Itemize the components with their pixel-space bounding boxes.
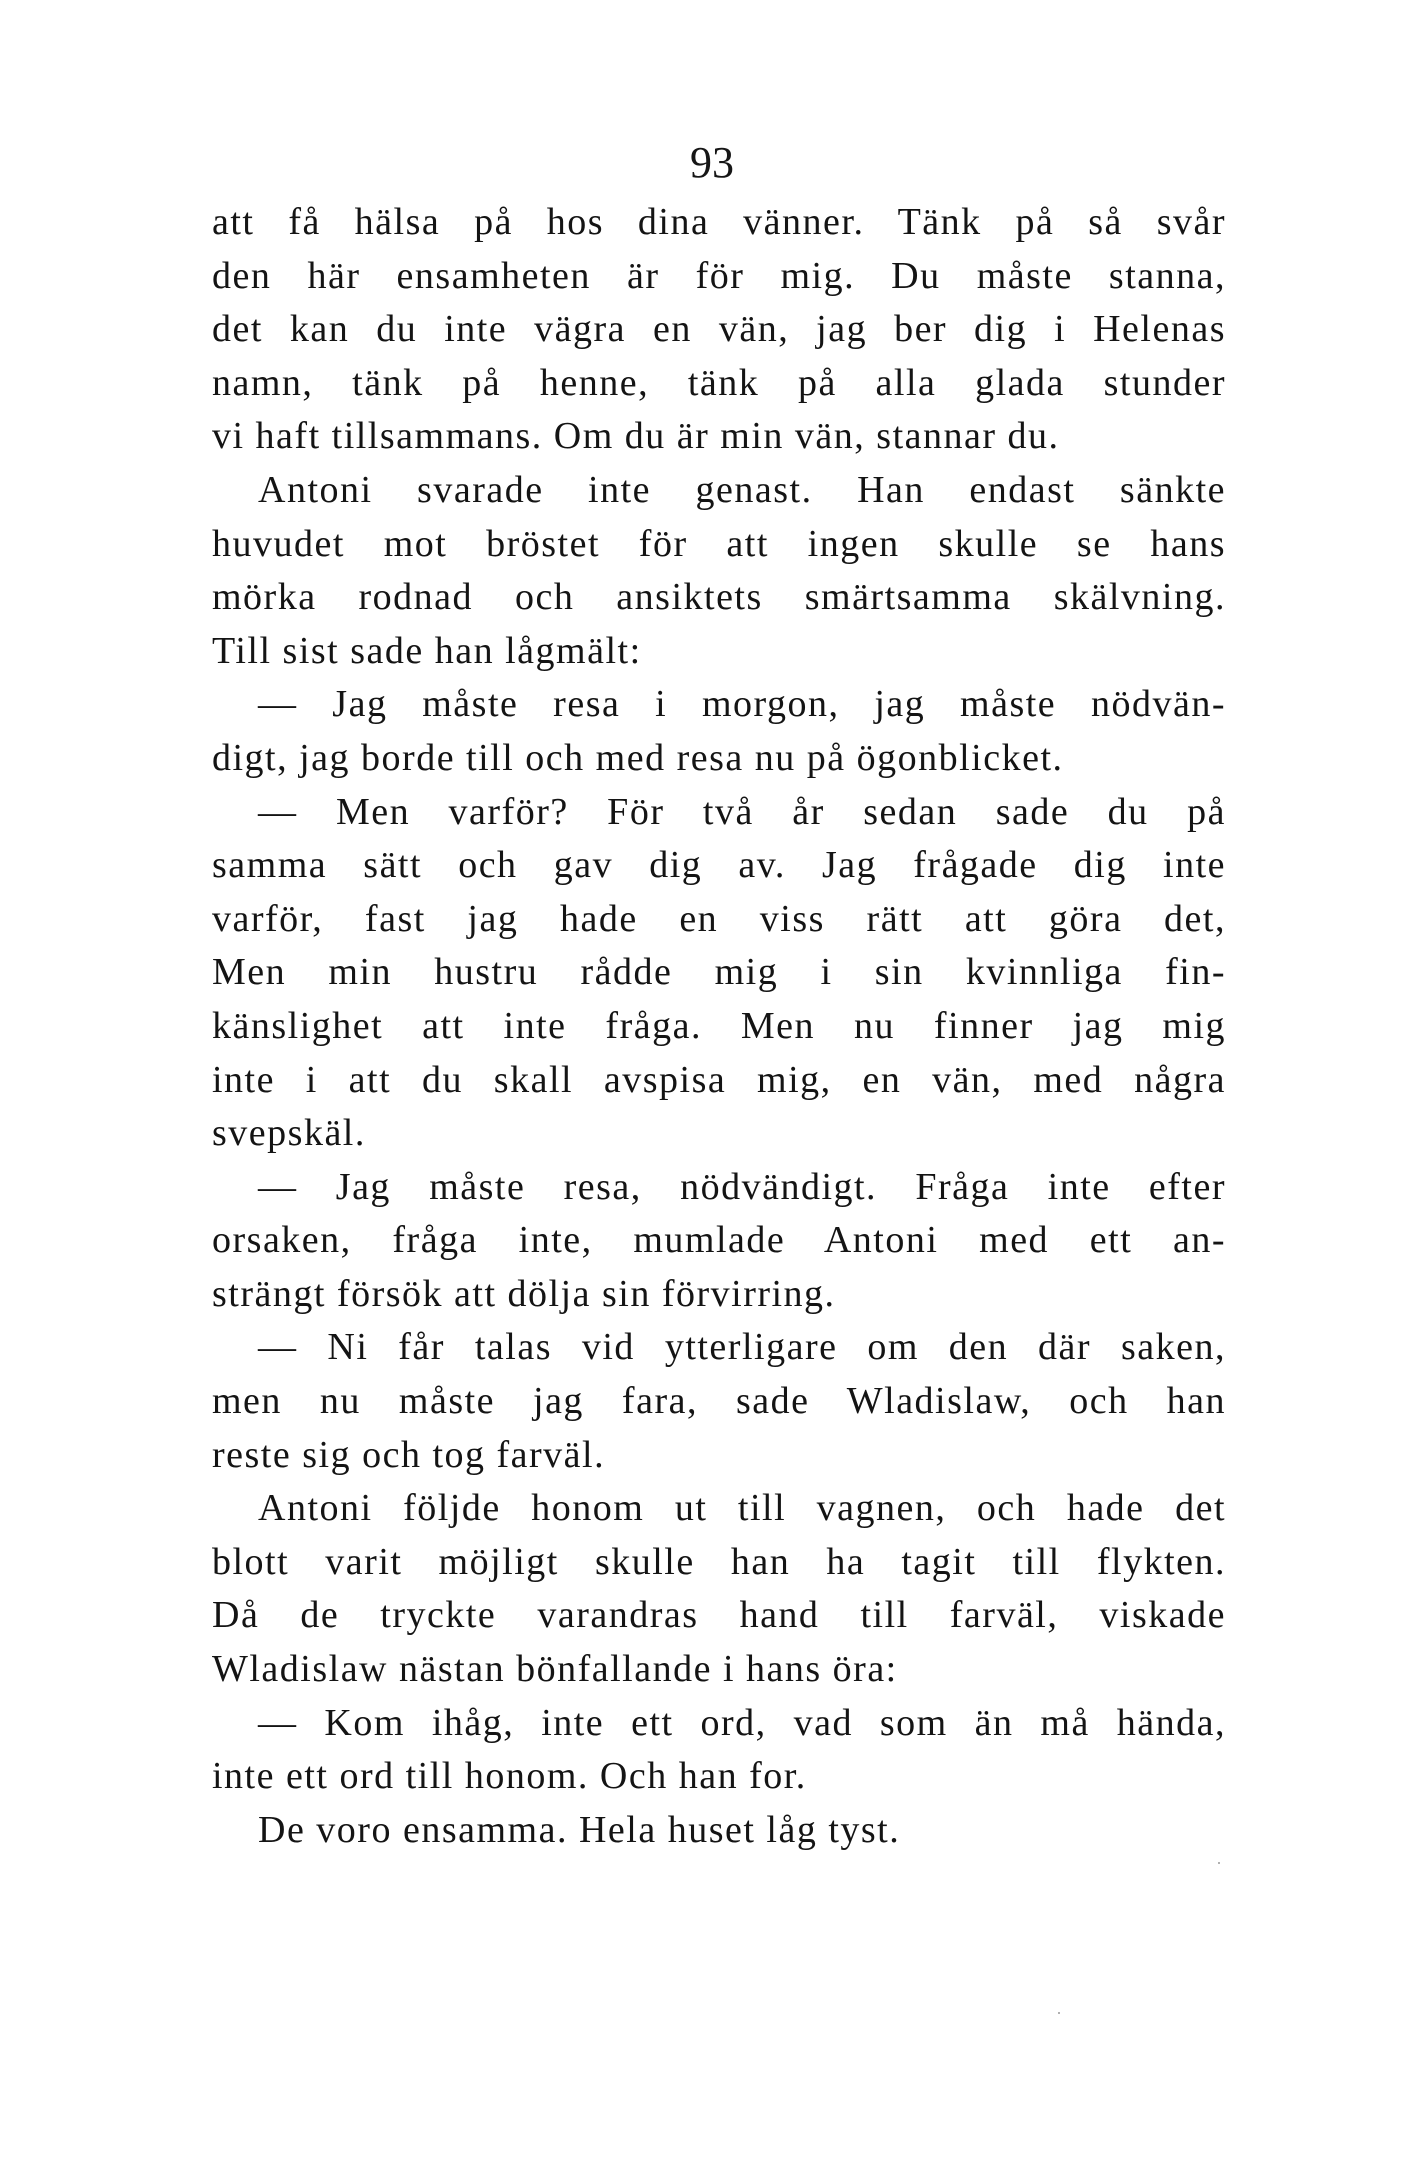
text-line: Till sist sade han lågmält: [212, 629, 642, 672]
text-line: känslighet att inte fråga. Men nu finner jag mig [212, 1004, 1226, 1047]
text-line: inte ett ord till honom. Och han for. [212, 1755, 807, 1798]
page-number: 93 [690, 138, 734, 187]
text-line: samma sätt och gav dig av. Jag frågade dig inte [212, 844, 1226, 887]
text-line: Antoni följde honom ut till vagnen, och hade det [258, 1487, 1226, 1530]
text-line: men nu måste jag fara, sade Wladislaw, och han [212, 1380, 1226, 1423]
text-line: — Ni får talas vid ytterligare om den där saken, [258, 1326, 1226, 1369]
text-line: reste sig och tog farväl. [212, 1433, 606, 1476]
text-line: att få hälsa på hos dina vänner. Tänk på så svår [212, 201, 1226, 243]
print-speck [1058, 2012, 1060, 2014]
print-speck [1218, 1862, 1220, 1864]
text-line: — Men varför? För två år sedan sade du på [258, 790, 1226, 833]
text-line: strängt försök att dölja sin förvirring. [212, 1272, 836, 1315]
text-line: orsaken, fråga inte, mumlade Antoni med ett an- [212, 1219, 1226, 1262]
body-text [212, 196, 1226, 1857]
text-line: inte i att du skall avspisa mig, en vän, med några [212, 1058, 1226, 1101]
text-line: blott varit möjligt skulle han ha tagit till flykten. [212, 1540, 1226, 1583]
text-line: — Kom ihåg, inte ett ord, vad som än må hända, [258, 1701, 1226, 1744]
text-line: Antoni svarade inte genast. Han endast sänkte [258, 468, 1226, 511]
text-line: huvudet mot bröstet för att ingen skulle se hans [212, 522, 1226, 565]
text-line: svepskäl. [212, 1112, 366, 1155]
text-line: Men min hustru rådde mig i sin kvinnliga fin- [212, 951, 1226, 994]
text-line: — Jag måste resa i morgon, jag måste nödvän- [258, 683, 1226, 726]
text-line: varför, fast jag hade en viss rätt att göra det, [212, 897, 1226, 940]
text-line: Wladislaw nästan bönfallande i hans öra: [212, 1648, 898, 1691]
text-line: digt, jag borde till och med resa nu på ögonblicket. [212, 736, 1064, 779]
text-line: vi haft tillsammans. Om du är min vän, stannar du. [212, 415, 1060, 458]
text-line: namn, tänk på henne, tänk på alla glada stunder [212, 361, 1226, 404]
text-line: — Jag måste resa, nödvändigt. Fråga inte efter [258, 1165, 1226, 1208]
text-line: det kan du inte vägra en vän, jag ber dig i Helenas [212, 308, 1226, 351]
text-line: De voro ensamma. Hela huset låg tyst. [258, 1808, 901, 1851]
text-line: den här ensamheten är för mig. Du måste stanna, [212, 254, 1226, 297]
text-line: mörka rodnad och ansiktets smärtsamma skälvning. [212, 576, 1226, 619]
text-line: Då de tryckte varandras hand till farväl, viskade [212, 1594, 1226, 1637]
